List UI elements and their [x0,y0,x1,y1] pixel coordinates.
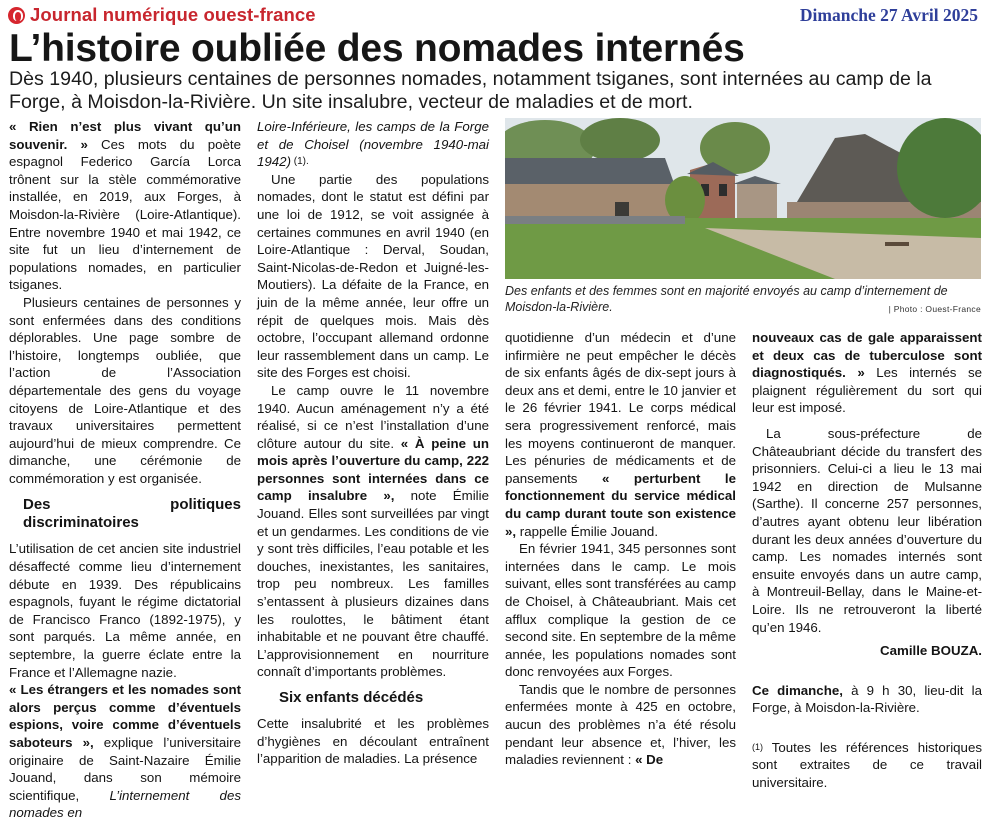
article-title: L’histoire oubliée des nomades internés [9,27,745,70]
footnote-mark: (1) [752,741,763,752]
ouest-france-logo-icon [8,7,25,24]
paragraph-text: Tandis que le nombre de personnes enfermées monte à 425 en octobre, aucun des problèmes n’a été résolu pendant leur absence et, l’hiver, les maladies reviennent : [505,681,736,768]
quote-bold: nouveaux cas de gale apparaissent et deux cas de tuberculose sont diagnostiqués. » [752,330,982,381]
paragraph-text: explique l’universitaire originaire de Saint-Nazaire Émilie Jouand, dans son mémoire scientifique, [9,735,241,803]
paragraph [752,329,982,417]
quote-bold: « Rien n’est plus vivant qu’un souvenir. » [9,119,241,152]
paragraph [257,118,489,171]
italic-reference: L’internement des nomades en [9,787,241,821]
quote-bold: « Les étrangers et les nomades sont alors perçus comme d’éventuels espions, voire comme d’éventuels saboteurs », [9,682,241,750]
quote-bold: « perturbent le fonctionnement du service médical du camp durant toute son existence », [505,470,736,539]
italic-reference: Loire-Inférieure, les camps de la Forge et de Choisel (novembre 1940-mai 1942) [257,119,489,170]
paragraph-text: Le camp ouvre le 11 novembre 1940. Aucun aménagement n’y a été réalisé, si ce n’est l’installation d’une clôture autour du site. [257,382,489,451]
paragraph [505,681,736,769]
paragraph [257,382,489,681]
event-info [752,682,982,717]
quote-bold: « De [635,752,664,768]
masthead-brand [8,4,316,26]
footnote-text: Toutes les références historiques sont extraites de ce travail universitaire. [752,739,982,791]
issue-date: Dimanche 27 Avril 2025 [799,5,978,25]
paragraph: Cette insalubrité et les problèmes d’hygiènes en découlant entraînent l’apparition de maladies. La présence [257,716,489,767]
footnote-ref: (1). [291,156,309,168]
footnote [752,739,982,792]
camp-photo-illustration [505,118,981,279]
article-column-3 [505,329,736,769]
photo-caption: Des enfants et des femmes sont en majorité envoyés au camp d’internement de Moisdon-la-Rivière. [505,284,948,314]
article-photo [505,118,981,279]
paragraph-text: rappelle Émilie Jouand. [516,523,659,539]
paragraph [9,681,241,822]
paragraph-text: quotidienne d’un médecin et d’une infirmière ne peut empêcher le décès de six enfants âgés de dix-sept jours à deux ans et demi, entre le 10 janvier et le 26 février 1941. Le corps médical sera progressivement renforcé, mais les moyens continueront de manquer. Les pénuries de médicaments et de pansements [505,330,736,486]
article-column-1 [9,118,241,822]
author-signature: Camille BOUZA. [880,643,982,659]
paragraph [9,118,241,294]
paragraph: En février 1941, 345 personnes sont internées dans le camp. Le mois suivant, elles sont transférées au camp de Choisel, à Châteaubriant. Mais cet afflux complique la gestion de ce second site. En septembre de la même année, les populations nomades sont donc renvoyées aux Forges. [505,541,736,680]
event-info-text: à 9 h 30, lieu-dit la Forge, à Moisdon-la-Rivière. [752,682,982,716]
paragraph-text: Ces mots du poète espagnol Federico García Lorca trônent sur la stèle commémorative installée, en 2019, aux Forges, à Moisdon-la-Rivière (Loire-Atlantique). Entre novembre 1940 et mai 1942, ce site fut un lieu d’internement de populations nomades, en particulier tsiganes. [9,136,241,293]
subheading: Six enfants décédés [279,689,424,706]
paragraph-text: Les internés se plaignent régulièrement du sort qui leur est imposé. [752,365,982,416]
publication-name: Journal numérique ouest-france [30,4,316,25]
quote-bold: « À peine un mois après l’ouverture du camp, 222 personnes sont internées dans ce camp insalubre », [257,435,489,504]
paragraph: L’utilisation de cet ancien site industriel désaffecté comme lieu d’internement débute en 1939. Des républicains espagnols, fuyant le régime dictatorial de Francisco Franco (1892-1975), y sont parqués. La même année, en septembre, la guerre éclate entre la France et l’Allemagne nazie. [9,541,241,680]
paragraph: La sous-préfecture de Châteaubriant décide du transfert des prisonniers. Celui-ci a lieu le 13 mai 1942 en direction de Mulsanne (Sarthe). Il concerne 257 personnes, d’autres ayant obtenu leur libération durant les deux années d’ouverture du camp. Les nomades internés sont ensuite envoyés dans un autre camp, à Montreuil-Bellay, dans le Maine-et-Loire. Ils ne retrouveront la liberté qu’en 1946. [752,425,982,635]
paragraph: Plusieurs centaines de personnes y sont enfermées dans des conditions déplorables. Une page sombre de l’histoire, longtemps oubliée, que l’action de l’Association départementale des gens du voyage citoyens de Loire-Atlantique et des travaux universitaires permettent aujourd’hui de mieux comprendre. Ce dimanche, une cérémonie de commémoration y est organisée. [9,294,241,486]
paragraph: Une partie des populations nomades, dont le statut est défini par une loi de 1912, se voit assignée à certaines communes en avril 1940 (en Loire-Atlantique : Derval, Soudan, Saint-Nicolas-de-Redon et Juigné-les-Moutiers). La défaite de la France, en juin de la même année, leur offre un répit de quelques mois. Mais dès octobre, l’occupant allemand ordonne leur rassemblement dans un camp. Le site des Forges est choisi. [257,171,489,381]
article-column-4 [752,329,982,792]
photo-credit: | Photo : Ouest-France [888,304,981,314]
event-info-bold: Ce dimanche, [752,682,843,698]
paragraph-text: note Émilie Jouand. Elles sont surveillées par vingt et un gendarmes. Les conditions de vie y sont très difficiles, l’eau potable et les douches, inexistantes, les sanitaires, trop peu nombreux. Les familles s’entassent à plusieurs dizaines dans les roulottes, le bâtiment étant inhabitable et ne pouvant être chauffé. L’approvisionnement en nourriture connaît d’importants problèmes. [257,488,489,680]
article-lede: Dès 1940, plusieurs centaines de personnes nomades, notamment tsiganes, sont internées au camp de la Forge, à Moisdon-la-Rivière. Un site insalubre, vecteur de maladies et de mort. [9,68,932,113]
paragraph [505,329,736,540]
subheading: Des politiques discriminatoires [23,496,241,532]
article-column-2 [257,118,489,768]
